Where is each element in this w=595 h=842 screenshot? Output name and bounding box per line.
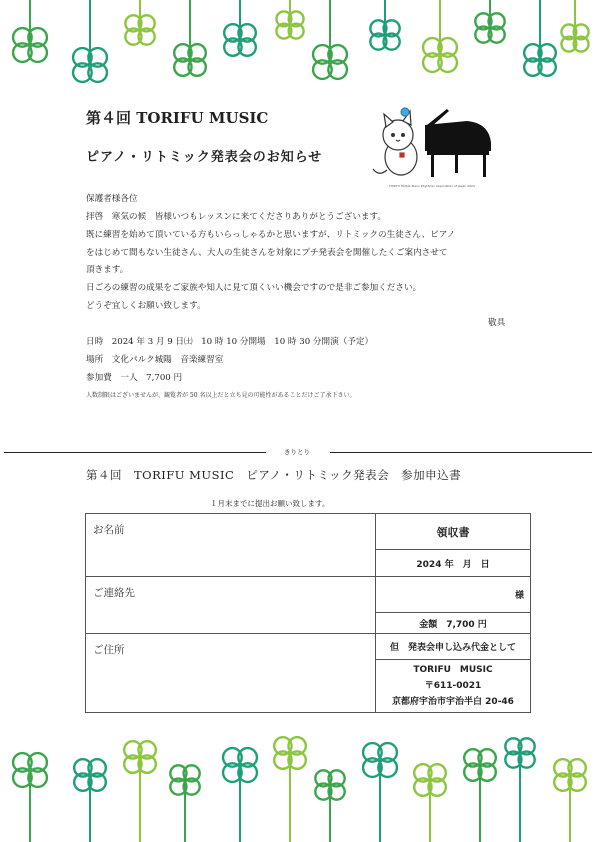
issuer-address: 京都府宇治市宇治半白 20-46 [392,697,514,707]
body-line: 頂きます。 [86,265,129,275]
clover-icon [363,743,397,842]
clover-icon [315,770,344,842]
cat-piano-illustration [367,103,497,189]
closing-word: 敬具 [488,318,506,328]
clover-icon [74,759,106,842]
clover-icon [561,0,588,52]
clover-border-top [0,0,595,95]
receipt-amount: 金額 7,700 円 [376,613,531,634]
clover-icon [464,749,496,842]
cut-line-right [330,452,592,453]
piano-icon [425,109,491,177]
clover-icon [224,0,256,56]
clover-icon [276,0,303,39]
clover-icon [170,765,199,842]
receipt-recipient: 様 [376,577,531,613]
receipt-date: 2024 年 月 日 [376,550,531,577]
form-title: 第４回 TORIFU MUSIC ピアノ・リトミック発表会 参加申込書 [86,468,462,482]
clover-icon [13,753,47,842]
clover-icon [370,0,399,50]
contact-field[interactable]: ご連絡先 [86,577,376,634]
notice-title: 第４回 TORIFU MUSIC [86,109,269,127]
clover-icon [414,764,446,842]
clover-icon [124,741,156,842]
application-form [85,513,531,713]
cut-label: きりとり [278,447,316,456]
clover-icon [125,0,154,45]
notice-subtitle: ピアノ・リトミック発表会のお知らせ [86,150,323,165]
body-line: 拝啓 寒気の候 皆様いつもレッスンに来てくださりありがとうございます。 [86,212,387,222]
event-datetime: 日時 2024 年 3 月 9 日㈯ 10 時 10 分開場 10 時 30 分開演（予定） [86,337,374,347]
body-line: どうぞ宜しくお願い致します。 [86,301,206,311]
clover-icon [423,0,457,72]
clover-icon [313,0,347,79]
body-line: 既に練習を始めて頂いている方もいらっしゃるかと思いますが、リトミックの生徒さん、ピアノ [86,230,456,240]
issuer-postal: 〒611-0021 [424,681,482,691]
clover-icon [475,0,504,43]
cat-icon [373,108,417,175]
issuer-name: TORIFU MUSIC [413,665,493,675]
clover-border-bottom [0,735,595,842]
clover-icon [524,0,556,76]
submit-deadline-note: １月末までに提出お願い致します。 [210,499,330,508]
capacity-note: 人数制限はございませんが、観覧者が 50 名以上だと立ち見の可能性があることだけご了承下さい。 [86,392,356,399]
address-field[interactable]: ご住所 [86,634,376,713]
event-venue: 場所 文化パルク城陽 音楽練習室 [86,355,224,365]
salutation: 保護者様各位 [86,194,138,204]
clover-icon [274,737,306,842]
body-line: をはじめて間もない生徒さん、大人の生徒さんを対象にプチ発表会を開催したくご案内させて [86,248,448,258]
event-fee: 参加費 一人 7,700 円 [86,373,183,383]
name-field[interactable]: お名前 [86,514,376,577]
receipt-title: 領収書 [376,514,531,550]
clover-icon [223,748,257,842]
cut-line-left [4,452,266,453]
clover-icon [73,0,107,82]
body-line: 日ごろの練習の成果をご家族や知人に見て頂くいい機会ですので是非ご参加ください。 [86,283,422,293]
receipt-issuer [376,660,531,713]
clover-icon [13,0,47,62]
receipt-purpose: 但 発表会申し込み代金として [376,634,531,660]
clover-icon [554,759,586,842]
clover-icon [505,738,534,842]
illustration-caption: TORIFU MUSIC Piano Rhythmic Association of Japan 2024 [389,184,475,188]
clover-icon [174,0,206,76]
